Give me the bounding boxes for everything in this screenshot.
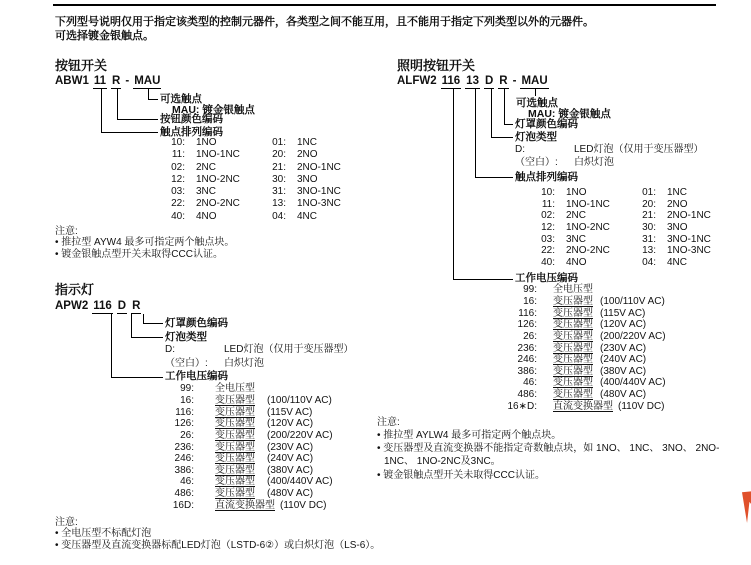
connector-line [453,89,513,280]
model-code [55,74,165,89]
contact-value: 1NC [297,137,318,148]
voltage-type: 变压器型 [553,377,593,389]
tree-label-contact-arrangement: 触点排列编码 [160,126,223,138]
code-dash: - [125,75,130,87]
voltage-type: 变压器型 [553,296,593,307]
code-voltage: 116 [441,75,461,87]
table-row [163,453,333,465]
table-row [163,430,333,442]
notes-title: 注意: [55,517,78,528]
table-row [163,198,367,210]
voltage-code: 116: [518,307,537,319]
voltage-type: 变压器型 [215,429,255,441]
voltage-type: 变压器型 [215,453,255,465]
contact-value: 2NO-1NC [297,161,341,173]
voltage-type: 变压器型 [553,389,593,401]
tree-label-button-color: 按钮颜色编码 [160,113,223,125]
contact-code: 22: [541,245,555,257]
notes [55,237,234,261]
contact-code: 04: [642,257,656,269]
table-row [163,174,367,186]
voltage-code: 16: [523,296,537,307]
contact-value: 4NC [297,210,318,222]
bulb-blank-label: 白炽灯泡 [224,358,264,369]
section-title: 按钮开关 [55,58,108,73]
voltage-type: 变压器型 [215,406,255,418]
bulb-blank-code: （空白）: [165,358,208,369]
contact-value: 1NO-3NC [297,198,341,210]
contact-value: 2NO-2NC [566,245,610,257]
table-row [163,442,333,454]
voltage-type: 全电压型 [215,383,255,394]
note-item: • 变压器型及直流变换器标配LED灯泡（LSTD-6②）或白炽灯泡（LS-6）。 [55,540,381,552]
table-row [497,319,666,331]
table-row [163,137,367,149]
bulb-led-label: LED灯泡（仅用于变压器型） [574,144,704,155]
voltage-value: (480V AC) [600,389,647,401]
contact-code: 30: [642,222,656,234]
contact-code-table [533,187,737,269]
tree-label-optional-value: MAU: 镀金银触点 [172,104,255,116]
code-base: ALFW2 [397,75,437,87]
tree-label-lens-color: 灯罩颜色编码 [515,118,578,130]
table-row [163,149,367,161]
voltage-value: (115V AC) [267,406,313,418]
section-title: 照明按钮开关 [397,58,476,73]
bulb-blank-code: （空白）: [515,157,558,168]
voltage-code: 246: [517,354,537,366]
table-row [163,500,333,512]
voltage-code: 386: [174,464,194,476]
voltage-row-full [163,383,262,395]
voltage-value: (100/110V AC) [600,296,665,307]
voltage-type: 直流变换器型 [215,499,275,511]
bulb-led-code: D: [165,344,175,355]
voltage-code: 46: [180,476,194,488]
voltage-value: (240V AC) [600,354,647,366]
voltage-value: (120V AC) [600,319,647,331]
voltage-value: (100/110V AC) [267,395,332,406]
code-contact-arrangement: 13 [466,75,479,87]
contact-value: 3NC [566,233,587,245]
code-lens-color: R [132,300,141,312]
tree-label-voltage: 工作电压编码 [515,272,578,284]
connector-line [111,314,163,378]
voltage-code: 46: [523,377,537,389]
code-base: ABW1 [55,75,89,87]
table-row [163,476,333,488]
note-item: • 全电压型不标配灯泡 [55,528,152,539]
contact-value: 1NO-1NC [566,198,610,210]
contact-code: 04: [272,210,286,222]
contact-value: 2NO-2NC [196,198,240,210]
contact-code: 21: [642,210,656,222]
voltage-type: 变压器型 [553,342,593,354]
voltage-code: 26: [523,330,537,342]
table-row [497,354,666,366]
voltage-row-full [497,284,595,296]
table-row [163,407,333,419]
table-row [497,331,666,343]
voltage-code: 126: [174,418,194,430]
code-base: APW2 [55,300,89,312]
voltage-value: (380V AC) [267,464,314,476]
voltage-value: (110V DC) [280,499,327,511]
voltage-value: (480V AC) [267,488,314,500]
voltage-value: (230V AC) [267,441,314,453]
contact-code: 10: [541,187,555,198]
contact-code: 13: [272,198,286,210]
voltage-value: (110V DC) [618,400,665,412]
contact-code: 21: [272,161,286,173]
contact-value: 3NO [667,222,688,234]
tree-label-optional-contact: 可选触点 [160,93,202,105]
voltage-type: 变压器型 [553,365,593,377]
contact-code: 40: [541,257,555,269]
contact-code: 20: [642,198,656,210]
contact-value: 1NO-1NC [196,149,240,161]
voltage-type: 全电压型 [553,284,593,295]
code-lens-color: R [499,75,508,87]
table-row [163,465,333,477]
contact-value: 2NO-1NC [667,210,711,222]
table-row [163,488,333,500]
voltage-type: 变压器型 [215,476,255,488]
voltage-type: 变压器型 [553,307,593,319]
contact-code: 12: [541,222,555,234]
contact-code: 02: [171,161,185,173]
voltage-type: 直流变换器型 [553,400,613,412]
contact-code: 03: [541,233,555,245]
bulb-blank-label: 白炽灯泡 [574,157,614,168]
contact-code-table [163,137,367,223]
section-title: 指示灯 [55,282,95,297]
contact-code: 22: [171,198,185,210]
table-row [497,401,666,413]
voltage-code: 246: [174,453,194,465]
voltage-table [497,296,666,412]
table-row [163,211,367,223]
table-row [163,186,367,198]
voltage-value: (200/220V AC) [600,330,666,342]
contact-value: 4NO [196,210,217,222]
contact-code: 31: [272,186,286,198]
note-item: • 镀金银触点型开关未取得CCC认证。 [377,469,545,481]
code-voltage: 116 [93,300,112,312]
table-row [497,389,666,401]
model-code [397,74,553,89]
voltage-code: 236: [517,342,537,354]
table-row [533,245,737,257]
tree-label-contact-arrangement: 触点排列编码 [515,171,578,183]
code-contact-arrangement: 11 [93,75,107,87]
voltage-type: 变压器型 [553,319,593,331]
contact-value: 2NC [566,210,587,222]
code-bulb-type: D [484,75,494,87]
voltage-code: 99: [523,284,537,295]
voltage-value: (230V AC) [600,342,647,354]
code-optional-contact: MAU [521,75,548,87]
table-row [163,162,367,174]
voltage-type: 变压器型 [553,354,593,366]
connector-line [101,89,158,133]
tree-label-optional-contact: 可选触点 [516,97,558,109]
contact-value: 3NO [297,173,318,185]
voltage-code: 99: [180,383,194,394]
model-code [55,299,145,314]
table-row [497,366,666,378]
contact-value: 3NC [196,186,217,198]
connector-line [535,89,536,96]
voltage-code: 116: [175,406,194,418]
voltage-type: 变压器型 [215,464,255,476]
code-dash: - [512,75,517,87]
voltage-code: 16: [180,395,194,406]
voltage-value: (380V AC) [600,365,647,377]
tree-label-bulb-type: 灯泡类型 [165,331,207,343]
tree-label-voltage: 工作电压编码 [165,370,228,382]
voltage-type: 变压器型 [553,330,593,342]
bulb-led-code: D: [515,144,525,155]
voltage-value: (115V AC) [600,307,646,319]
contact-code: 02: [541,210,555,222]
contact-code: 12: [171,173,185,185]
voltage-code: 16∗D: [507,400,537,412]
contact-value: 3NO-1NC [667,233,711,245]
contact-value: 4NO [566,257,587,269]
voltage-table [163,395,333,511]
contact-code: 01: [272,137,286,148]
corner-flag-decoration [742,491,751,523]
voltage-code: 126: [517,319,537,331]
notes-title: 注意: [377,417,400,428]
contact-code: 20: [272,149,286,161]
notes-title: 注意: [55,226,78,237]
contact-code: 11: [171,149,185,161]
table-row [163,418,333,430]
voltage-value: (120V AC) [267,418,314,430]
contact-code: 31: [642,233,656,245]
notes [377,429,722,482]
note-item: • 推拉型 AYW4 最多可指定两个触点块。 [55,237,235,248]
voltage-type: 变压器型 [215,488,255,500]
top-rule [53,4,716,6]
tree-label-bulb-type: 灯泡类型 [515,131,557,143]
tree-label-optional-value: MAU: 镀金银触点 [528,108,611,120]
contact-value: 1NO-2NC [566,222,610,234]
voltage-value: (240V AC) [267,453,314,465]
voltage-code: 486: [174,488,194,500]
code-bulb-type: D [117,300,127,312]
voltage-value: (400/440V AC) [600,377,666,389]
table-row [533,210,737,222]
contact-value: 1NO-2NC [196,173,240,185]
voltage-value: (400/440V AC) [267,476,333,488]
table-row [533,199,737,211]
voltage-code: 486: [517,389,537,401]
note-item: • 推拉型 AYLW4 最多可指定两个触点块。 [377,430,562,441]
table-row [497,308,666,320]
contact-value: 3NO-1NC [297,186,341,198]
contact-code: 10: [171,137,185,148]
voltage-code: 26: [180,429,194,441]
intro-line-1: 下列型号说明仅用于指定该类型的控制元器件，各类型之间不能互用，且不能用于指定下列类型以外的元器件。 [55,16,594,28]
voltage-code: 16D: [172,499,194,511]
table-row [497,377,666,389]
voltage-code: 236: [174,441,194,453]
contact-code: 40: [171,210,185,222]
contact-value: 2NO [667,198,688,210]
table-row [533,257,737,269]
contact-value: 1NO-3NC [667,245,711,257]
table-row [533,222,737,234]
notes [55,528,380,552]
table-row [533,187,737,199]
note-item: • 镀金银触点型开关未取得CCC认证。 [55,249,223,261]
voltage-type: 变压器型 [215,441,255,453]
table-row [497,296,666,308]
bulb-led-label: LED灯泡（仅用于变压器型） [224,344,354,355]
contact-value: 4NC [667,257,688,269]
table-row [497,343,666,355]
table-row [163,395,333,407]
contact-code: 13: [642,245,656,257]
contact-value: 2NO [297,149,318,161]
tree-label-lens-color: 灯罩颜色编码 [165,317,228,329]
code-optional-contact: MAU [134,75,161,87]
contact-code: 30: [272,173,286,185]
table-row [533,234,737,246]
intro-line-2: 可选择镀金银触点。 [55,30,154,42]
contact-code: 11: [541,198,555,210]
voltage-code: 386: [517,365,537,377]
contact-code: 01: [642,187,656,198]
contact-value: 1NO [196,137,217,148]
voltage-value: (200/220V AC) [267,429,333,441]
contact-value: 2NC [196,161,217,173]
voltage-type: 变压器型 [215,418,255,430]
voltage-type: 变压器型 [215,395,255,406]
contact-value: 1NC [667,187,688,198]
contact-value: 1NO [566,187,587,198]
note-item: • 变压器型及直流变换器不能指定奇数触点块，如 1NO、 1NC、 3NO、 2NO-1NC、 1NO-2NC及3NC。 [377,443,720,468]
contact-code: 03: [171,186,185,198]
code-button-color: R [112,75,121,87]
